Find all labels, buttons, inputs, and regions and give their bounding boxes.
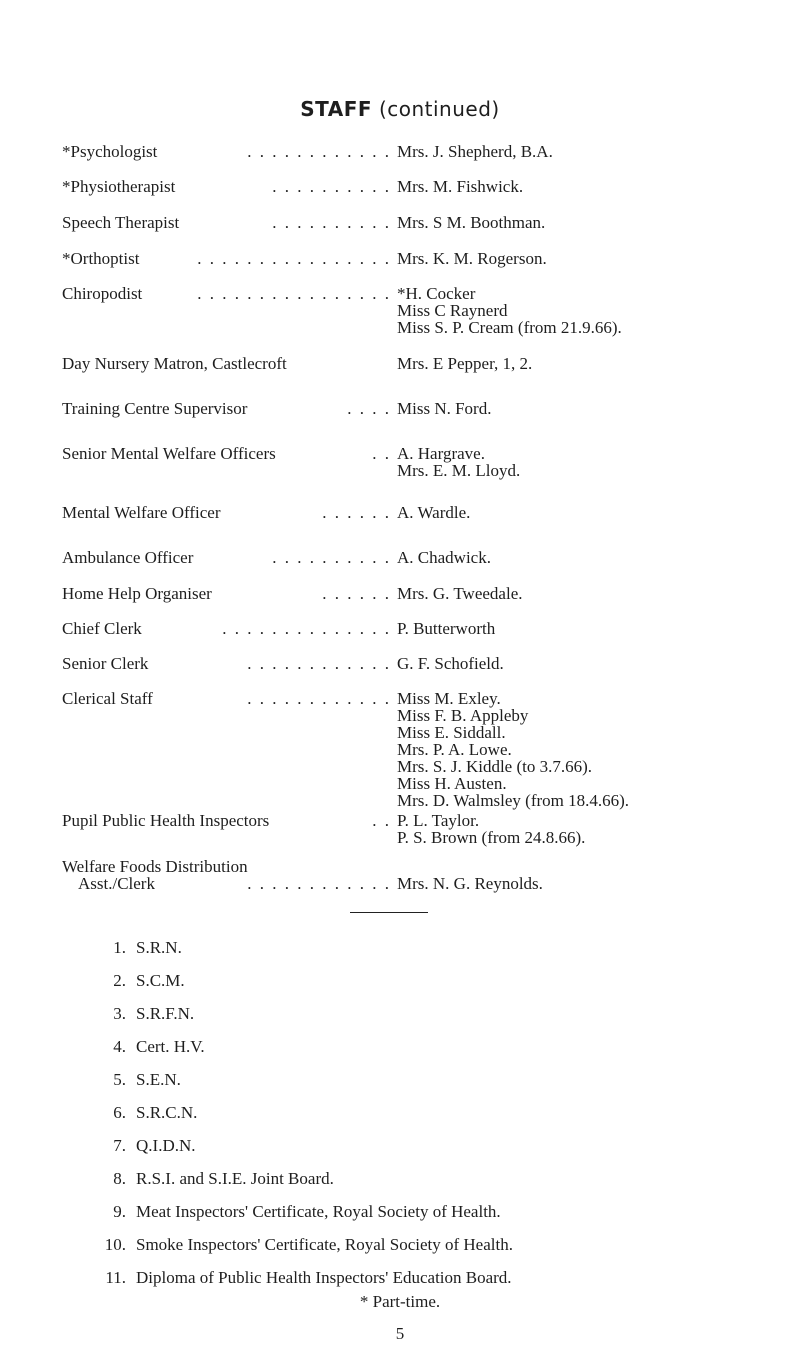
leader-dots: . . . . . . — [322, 503, 391, 522]
staff-names — [397, 178, 523, 195]
staff-role: *Orthoptist — [62, 249, 140, 268]
staff-role: Day Nursery Matron, Castlecroft — [62, 354, 287, 373]
note-text: S.C.M. — [136, 971, 185, 990]
staff-name: Miss F. B. Appleby — [397, 706, 529, 725]
leader-dots: . . . . . . . . . . . . — [247, 689, 391, 708]
leader-dots: . . . . . . — [322, 584, 391, 603]
staff-name: Miss N. Ford. — [397, 399, 492, 418]
note-number: 11. — [105, 1268, 126, 1287]
note-number: 8. — [113, 1169, 126, 1188]
staff-role: *Psychologist — [62, 142, 158, 161]
staff-name: Miss C Raynerd — [397, 301, 508, 320]
note-item — [98, 1235, 513, 1255]
note-item — [98, 1136, 196, 1156]
note-item — [98, 1169, 334, 1189]
staff-names — [397, 549, 491, 566]
staff-role: Mental Welfare Officer — [62, 503, 221, 522]
staff-name: Mrs. G. Tweedale. — [397, 584, 523, 603]
staff-name: Mrs. J. Shepherd, B.A. — [397, 142, 553, 161]
note-number: 2. — [113, 971, 126, 990]
staff-names — [397, 214, 545, 231]
title-continued: (continued) — [378, 97, 500, 121]
note-number: 6. — [113, 1103, 126, 1122]
leader-dots: . . . . . . . . . . . . . . — [222, 619, 391, 638]
staff-role: Clerical Staff — [62, 689, 153, 708]
staff-name: Mrs. E. M. Lloyd. — [397, 461, 521, 480]
staff-names — [397, 690, 629, 809]
staff-name: Mrs. E Pepper, 1, 2. — [397, 354, 533, 373]
staff-name: Mrs. D. Walmsley (from 18.4.66). — [397, 791, 630, 810]
leader-dots: . . . . . . . . . . — [272, 548, 391, 567]
staff-role: Asst./Clerk — [78, 874, 155, 893]
staff-name: Miss E. Siddall. — [397, 723, 506, 742]
staff-name: G. F. Schofield. — [397, 654, 504, 673]
note-number: 10. — [104, 1235, 126, 1254]
staff-names — [397, 504, 470, 521]
note-text: R.S.I. and S.I.E. Joint Board. — [136, 1169, 334, 1188]
staff-name: Mrs. P. A. Lowe. — [397, 740, 512, 759]
staff-names — [397, 143, 553, 160]
note-text: Meat Inspectors' Certificate, Royal Society of Health. — [136, 1202, 501, 1221]
staff-names — [397, 875, 543, 892]
note-number: 5. — [113, 1070, 126, 1089]
staff-role: Speech Therapist — [62, 213, 180, 232]
staff-name: A. Chadwick. — [397, 548, 491, 567]
page-title — [0, 97, 800, 121]
note-number: 4. — [113, 1037, 126, 1056]
staff-name: Mrs. K. M. Rogerson. — [397, 249, 547, 268]
leader-dots: . . — [372, 444, 391, 463]
staff-names — [397, 285, 622, 336]
note-item — [98, 1004, 194, 1024]
staff-role: Home Help Organiser — [62, 584, 212, 603]
leader-dots: . . . . . . . . . . . . — [247, 654, 391, 673]
staff-name: Mrs. M. Fishwick. — [397, 177, 524, 196]
leader-dots: . . . . . . . . . . . . . . . . — [197, 249, 391, 268]
note-text: Smoke Inspectors' Certificate, Royal Society of Health. — [136, 1235, 513, 1254]
page-number: 5 — [395, 1324, 405, 1343]
staff-role: Chiropodist — [62, 284, 143, 303]
staff-names — [397, 585, 523, 602]
note-item — [98, 1070, 181, 1090]
staff-role: Training Centre Supervisor — [62, 399, 248, 418]
note-item — [98, 1037, 205, 1057]
staff-names — [397, 812, 585, 846]
note-text: Cert. H.V. — [136, 1037, 205, 1056]
staff-role: Chief Clerk — [62, 619, 142, 638]
leader-dots: . . . . . . . . . . — [272, 213, 391, 232]
part-time-footnote: * Part-time. — [359, 1292, 441, 1311]
note-number: 9. — [113, 1202, 126, 1221]
leader-dots: . . . . — [347, 399, 391, 418]
leader-dots: . . . . . . . . . . . . — [247, 874, 391, 893]
note-item — [98, 938, 182, 958]
note-number: 1. — [113, 938, 126, 957]
divider-rule — [350, 912, 428, 913]
note-item — [98, 971, 185, 991]
note-text: S.E.N. — [136, 1070, 181, 1089]
staff-role: Pupil Public Health Inspectors — [62, 811, 270, 830]
staff-role: Senior Clerk — [62, 654, 149, 673]
leader-dots: . . . . . . . . . . . . — [247, 142, 391, 161]
staff-role: Senior Mental Welfare Officers — [62, 444, 276, 463]
staff-name: Miss S. P. Cream (from 21.9.66). — [397, 318, 622, 337]
leader-dots: . . . . . . . . . . — [272, 177, 391, 196]
note-number: 7. — [113, 1136, 126, 1155]
staff-name: Mrs. S. J. Kiddle (to 3.7.66). — [397, 757, 593, 776]
staff-role: Ambulance Officer — [62, 548, 194, 567]
staff-names — [397, 355, 532, 372]
title-main: STAFF — [300, 97, 373, 121]
staff-names — [397, 445, 520, 479]
staff-role: Welfare Foods Distribution — [62, 857, 248, 876]
staff-name: P. L. Taylor. — [397, 811, 480, 830]
staff-name: A. Wardle. — [397, 503, 471, 522]
note-text: Diploma of Public Health Inspectors' Education Board. — [136, 1268, 512, 1287]
staff-names — [397, 400, 491, 417]
staff-name: Miss M. Exley. — [397, 689, 501, 708]
staff-name: *H. Cocker — [397, 284, 476, 303]
staff-name: P. S. Brown (from 24.8.66). — [397, 828, 586, 847]
leader-dots: . . . . . . . . . . . . . . . . — [197, 284, 391, 303]
staff-names — [397, 620, 495, 637]
note-item — [98, 1202, 501, 1222]
staff-names — [397, 250, 547, 267]
staff-name: Mrs. N. G. Reynolds. — [397, 874, 543, 893]
staff-names — [397, 655, 504, 672]
note-item — [98, 1268, 512, 1288]
note-text: S.R.F.N. — [136, 1004, 195, 1023]
staff-name: A. Hargrave. — [397, 444, 485, 463]
staff-name: P. Butterworth — [397, 619, 496, 638]
note-number: 3. — [113, 1004, 126, 1023]
note-text: S.R.N. — [136, 938, 182, 957]
staff-name: Mrs. S M. Boothman. — [397, 213, 546, 232]
leader-dots: . . — [372, 811, 391, 830]
note-item — [98, 1103, 197, 1123]
staff-name: Miss H. Austen. — [397, 774, 507, 793]
staff-role: *Physiotherapist — [62, 177, 176, 196]
note-text: Q.I.D.N. — [136, 1136, 196, 1155]
note-text: S.R.C.N. — [136, 1103, 198, 1122]
